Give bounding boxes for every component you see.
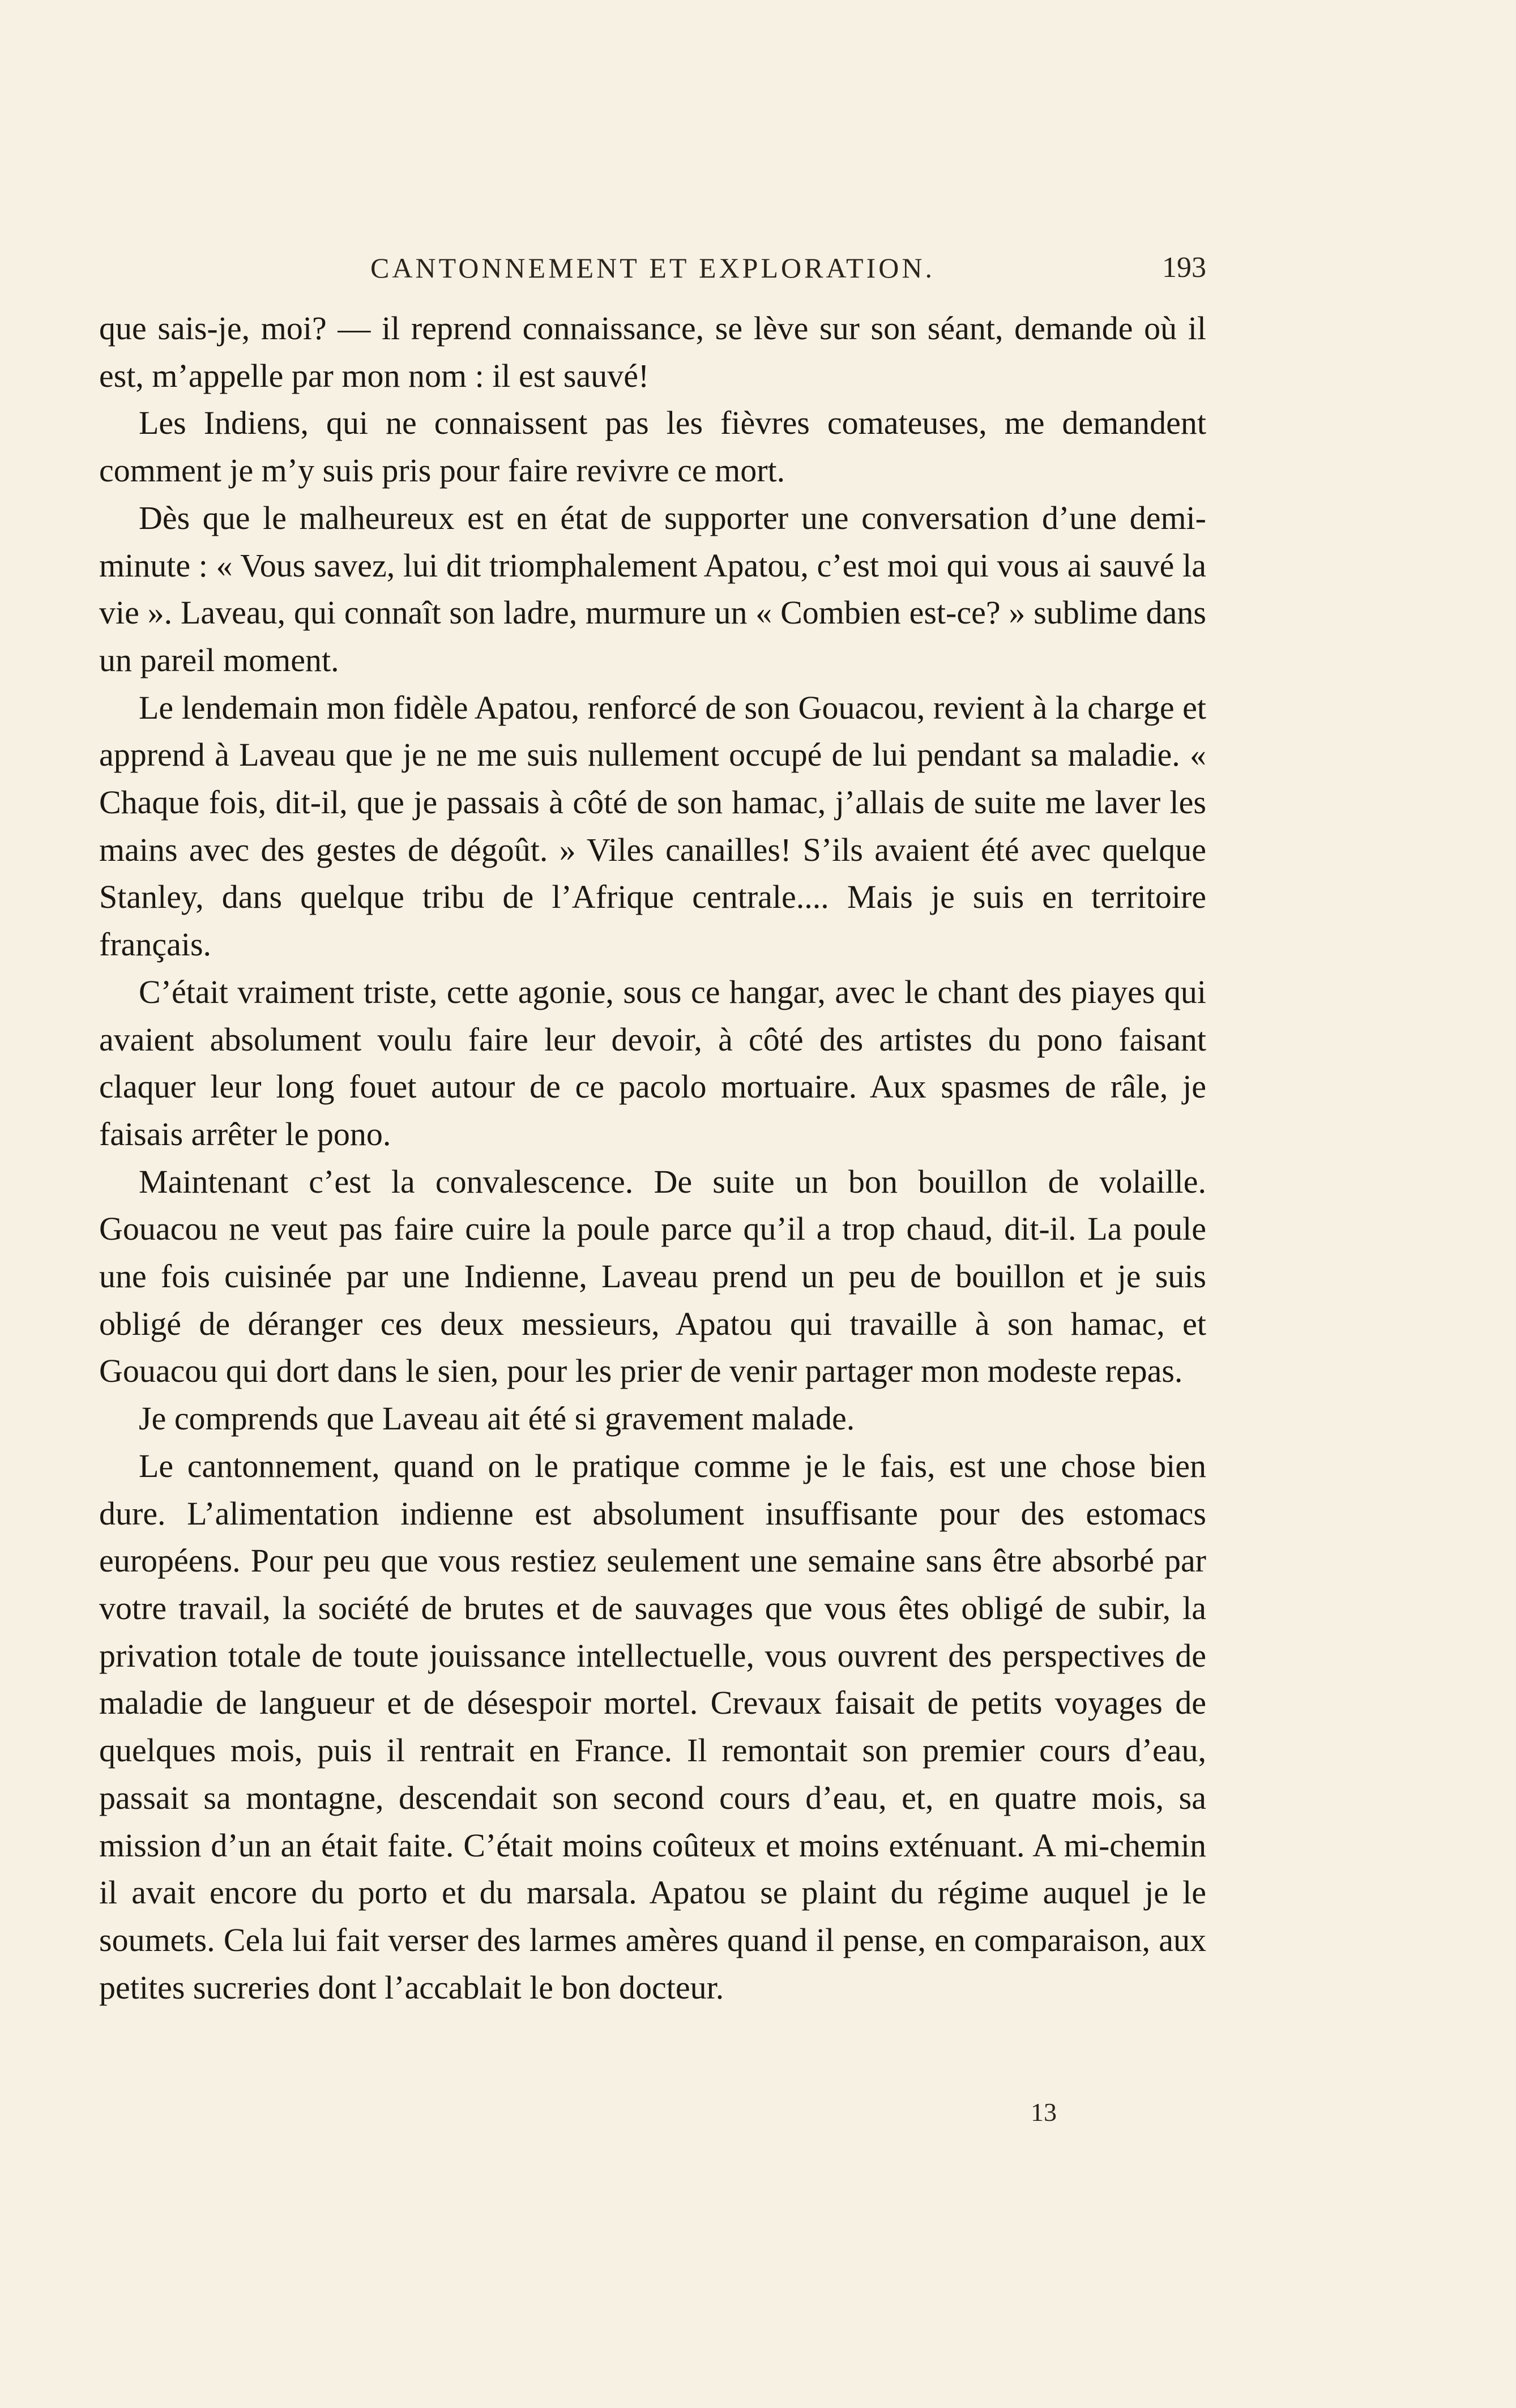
paragraph-4: Le lendemain mon fidèle Apatou, renforcé de son Gouacou, revient à la charge et apprend à Laveau que je ne me suis nullement occupé de lui pendant sa maladie. « Chaque fois, dit-il, que je passais à côté de son hamac, j’allais de suite me laver les mains avec des gestes de dégoût. » Viles canailles! S’ils avaient été avec quelque Stanley, dans quelque tribu de l’Afrique centrale.... Mais je suis en territoire français.	[99, 689, 1206, 963]
paragraph-3: Dès que le malheureux est en état de supporter une conversation d’une demi-minute : « Vous savez, lui dit triomphalement Apatou, c’est moi qui vous ai sauvé la vie ». Laveau, qui connaît son ladre, murmure un « Combien est-ce? » sublime dans un pareil moment.	[99, 499, 1206, 678]
page-number: 193	[1162, 251, 1206, 284]
running-head	[99, 248, 1206, 288]
running-title: CANTONNEMENT ET EXPLORATION.	[370, 252, 935, 284]
paragraph-8: Le cantonnement, quand on le pratique comme je le fais, est une chose bien dure. L’alimentation indienne est absolument insuffisante pour des estomacs européens. Pour peu que vous restiez seulement une semaine sans être absorbé par votre travail, la société de brutes et de sauvages que vous êtes obligé de subir, la privation totale de toute jouissance intellectuelle, vous ouvrent des perspectives de maladie de langueur et de désespoir mortel. Crevaux faisait de petits voyages de quelques mois, puis il rentrait en France. Il remontait son premier cours d’eau, passait sa montagne, descendait son second cours d’eau, et, en quatre mois, sa mission d’un an était faite. C’était moins coûteux et moins exténuant. A mi-chemin il avait encore du porto et du marsala. Apatou se plaint du régime auquel je le soumets. Cela lui fait verser des larmes amères quand il pense, en comparaison, aux petites sucreries dont l’accablait le bon docteur.	[99, 1447, 1206, 2006]
paragraph-1: que sais-je, moi? — il reprend connaissance, se lève sur son séant, demande où il est, m’appelle par mon nom : il est sauvé!	[99, 310, 1206, 394]
paragraph-7: Je comprends que Laveau ait été si gravement malade.	[139, 1400, 855, 1437]
paragraph-6: Maintenant c’est la convalescence. De suite un bon bouillon de volaille. Gouacou ne veut pas faire cuire la poule parce qu’il a trop chaud, dit-il. La poule une fois cuisinée par une Indienne, Laveau prend un peu de bouillon et je suis obligé de déranger ces deux messieurs, Apatou qui travaille à son hamac, et Gouacou qui dort dans le sien, pour les prier de venir partager mon modeste repas.	[99, 1163, 1206, 1390]
paragraph-2: Les Indiens, qui ne connaissent pas les fièvres comateuses, me demandent comment je m’y suis pris pour faire revivre ce mort.	[99, 404, 1206, 489]
paragraph-5: C’était vraiment triste, cette agonie, sous ce hangar, avec le chant des piayes qui avaient absolument voulu faire leur devoir, à côté des artistes du pono faisant claquer leur long fouet autour de ce pacolo mortuaire. Aux spasmes de râle, je faisais arrêter le pono.	[99, 973, 1206, 1152]
body-text	[99, 305, 1206, 2011]
signature-mark: 13	[1031, 2098, 1057, 2127]
